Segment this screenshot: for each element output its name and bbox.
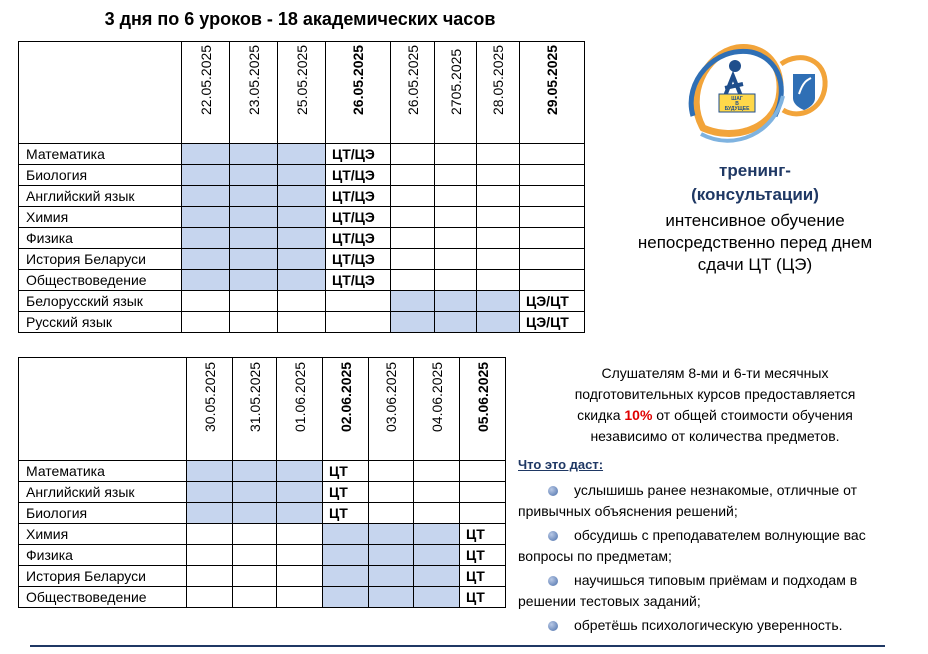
svg-text:ШАГ: ШАГ bbox=[731, 96, 743, 102]
exam-cell: ЦТ/ЦЭ bbox=[326, 270, 391, 291]
exam-cell bbox=[326, 312, 391, 333]
bottom-divider bbox=[30, 645, 885, 647]
svg-text:БУДУЩЕЕ: БУДУЩЕЕ bbox=[724, 106, 750, 112]
benefits-heading: Что это даст: bbox=[518, 457, 604, 472]
corner-cell bbox=[19, 42, 182, 144]
exam-cell: ЦТ/ЦЭ bbox=[326, 186, 391, 207]
exam-cell bbox=[323, 524, 369, 545]
exam-cell: ЦТ/ЦЭ bbox=[326, 144, 391, 165]
exam-cell bbox=[520, 186, 585, 207]
benefits-list bbox=[518, 480, 913, 639]
exam-cell bbox=[520, 207, 585, 228]
date-header: 22.05.2025 bbox=[182, 42, 230, 144]
exam-cell bbox=[460, 461, 506, 482]
exam-cell bbox=[323, 545, 369, 566]
bullet-icon bbox=[548, 486, 558, 496]
date-header: 01.06.2025 bbox=[277, 358, 323, 461]
exam-cell: ЦТ bbox=[323, 503, 369, 524]
table-row bbox=[19, 207, 585, 228]
promo-line: подготовительных курсов предоставляется bbox=[574, 386, 856, 402]
table-row bbox=[19, 312, 585, 333]
exam-cell bbox=[460, 482, 506, 503]
date-header: 03.06.2025 bbox=[369, 358, 414, 461]
date-header-row bbox=[19, 42, 585, 144]
table-row bbox=[19, 545, 506, 566]
table-row bbox=[19, 144, 585, 165]
subject-cell: Обществоведение bbox=[19, 270, 182, 291]
date-header: 31.05.2025 bbox=[233, 358, 277, 461]
exam-cell bbox=[520, 228, 585, 249]
training-subtitle: (консультации) bbox=[691, 185, 819, 204]
date-header: 26.05.2025 bbox=[391, 42, 435, 144]
subject-cell: Русский язык bbox=[19, 312, 182, 333]
subject-cell: Физика bbox=[19, 228, 182, 249]
svg-text:В: В bbox=[735, 101, 739, 107]
training-desc-1: интенсивное обучение bbox=[665, 211, 845, 230]
page-title: 3 дня по 6 уроков - 18 академических часов bbox=[104, 9, 496, 29]
table-row bbox=[19, 566, 506, 587]
exam-cell bbox=[520, 249, 585, 270]
list-item: обсудишь с преподавателем волнующие вас вопросы по предметам; bbox=[518, 527, 866, 564]
training-desc-3: сдачи ЦТ (ЦЭ) bbox=[697, 255, 813, 274]
subject-cell: Белорусский язык bbox=[19, 291, 182, 312]
schedule-table-may bbox=[18, 41, 585, 333]
list-item: обретёшь психологическую уверенность. bbox=[518, 615, 913, 636]
exam-cell: ЦЭ/ЦТ bbox=[520, 312, 585, 333]
table-row bbox=[19, 587, 506, 608]
exam-cell bbox=[326, 291, 391, 312]
exam-cell bbox=[520, 144, 585, 165]
date-header: 28.05.2025 bbox=[477, 42, 520, 144]
date-header: 02.06.2025 bbox=[323, 358, 369, 461]
training-desc-2: непосредственно перед днем bbox=[637, 233, 873, 252]
date-header-row bbox=[19, 358, 506, 461]
subject-cell: Физика bbox=[19, 545, 187, 566]
exam-cell: ЦТ bbox=[460, 587, 506, 608]
exam-cell: ЦТ bbox=[460, 566, 506, 587]
exam-cell: ЦТ bbox=[323, 482, 369, 503]
exam-cell bbox=[520, 270, 585, 291]
subject-cell: Биология bbox=[19, 503, 187, 524]
subject-cell: Математика bbox=[19, 144, 182, 165]
date-header: 2705.2025 bbox=[435, 42, 477, 144]
table-row bbox=[19, 270, 585, 291]
subject-cell: Математика bbox=[19, 461, 187, 482]
exam-cell bbox=[460, 503, 506, 524]
subject-cell: Английский язык bbox=[19, 482, 187, 503]
exam-cell: ЦТ/ЦЭ bbox=[326, 165, 391, 186]
logo-icon bbox=[675, 36, 835, 156]
table-row bbox=[19, 249, 585, 270]
table-row bbox=[19, 461, 506, 482]
subject-cell: История Беларуси bbox=[19, 566, 187, 587]
table-row bbox=[19, 291, 585, 312]
exam-cell bbox=[323, 566, 369, 587]
date-header: 05.06.2025 bbox=[460, 358, 506, 461]
date-header: 30.05.2025 bbox=[187, 358, 233, 461]
exam-cell: ЦТ bbox=[460, 545, 506, 566]
date-header: 04.06.2025 bbox=[414, 358, 460, 461]
promo-line: независимо от количества предметов. bbox=[590, 428, 840, 444]
subject-cell: История Беларуси bbox=[19, 249, 182, 270]
exam-cell: ЦТ bbox=[323, 461, 369, 482]
promo-line: скидка 10% от общей стоимости обучения bbox=[577, 407, 853, 423]
table-row bbox=[19, 503, 506, 524]
table-row bbox=[19, 524, 506, 545]
exam-cell: ЦЭ/ЦТ bbox=[520, 291, 585, 312]
table-row bbox=[19, 186, 585, 207]
bullet-icon bbox=[548, 531, 558, 541]
subject-cell: Обществоведение bbox=[19, 587, 187, 608]
subject-cell: Английский язык bbox=[19, 186, 182, 207]
exam-cell: ЦТ bbox=[460, 524, 506, 545]
table-row bbox=[19, 482, 506, 503]
exam-cell bbox=[323, 587, 369, 608]
exam-cell bbox=[520, 165, 585, 186]
training-title: тренинг- bbox=[719, 161, 791, 180]
bullet-icon bbox=[548, 576, 558, 586]
bullet-icon bbox=[548, 621, 558, 631]
date-header: 26.05.2025 bbox=[326, 42, 391, 144]
exam-cell: ЦТ/ЦЭ bbox=[326, 207, 391, 228]
date-header: 23.05.2025 bbox=[230, 42, 278, 144]
subject-cell: Химия bbox=[19, 524, 187, 545]
subject-cell: Химия bbox=[19, 207, 182, 228]
list-item: услышишь ранее незнакомые, отличные от привычных объяснения решений; bbox=[518, 482, 858, 519]
table-row bbox=[19, 165, 585, 186]
date-header: 25.05.2025 bbox=[278, 42, 326, 144]
list-item: научишься типовым приёмам и подходам в решении тестовых заданий; bbox=[518, 572, 858, 609]
exam-cell: ЦТ/ЦЭ bbox=[326, 228, 391, 249]
corner-cell bbox=[19, 358, 187, 461]
date-header: 29.05.2025 bbox=[520, 42, 585, 144]
schedule-table-june bbox=[18, 357, 506, 608]
discount-percent: 10% bbox=[624, 407, 653, 423]
exam-cell: ЦТ/ЦЭ bbox=[326, 249, 391, 270]
discount-notice bbox=[520, 363, 910, 447]
subject-cell: Биология bbox=[19, 165, 182, 186]
promo-line: Слушателям 8-ми и 6-ти месячных bbox=[601, 365, 829, 381]
table-row bbox=[19, 228, 585, 249]
